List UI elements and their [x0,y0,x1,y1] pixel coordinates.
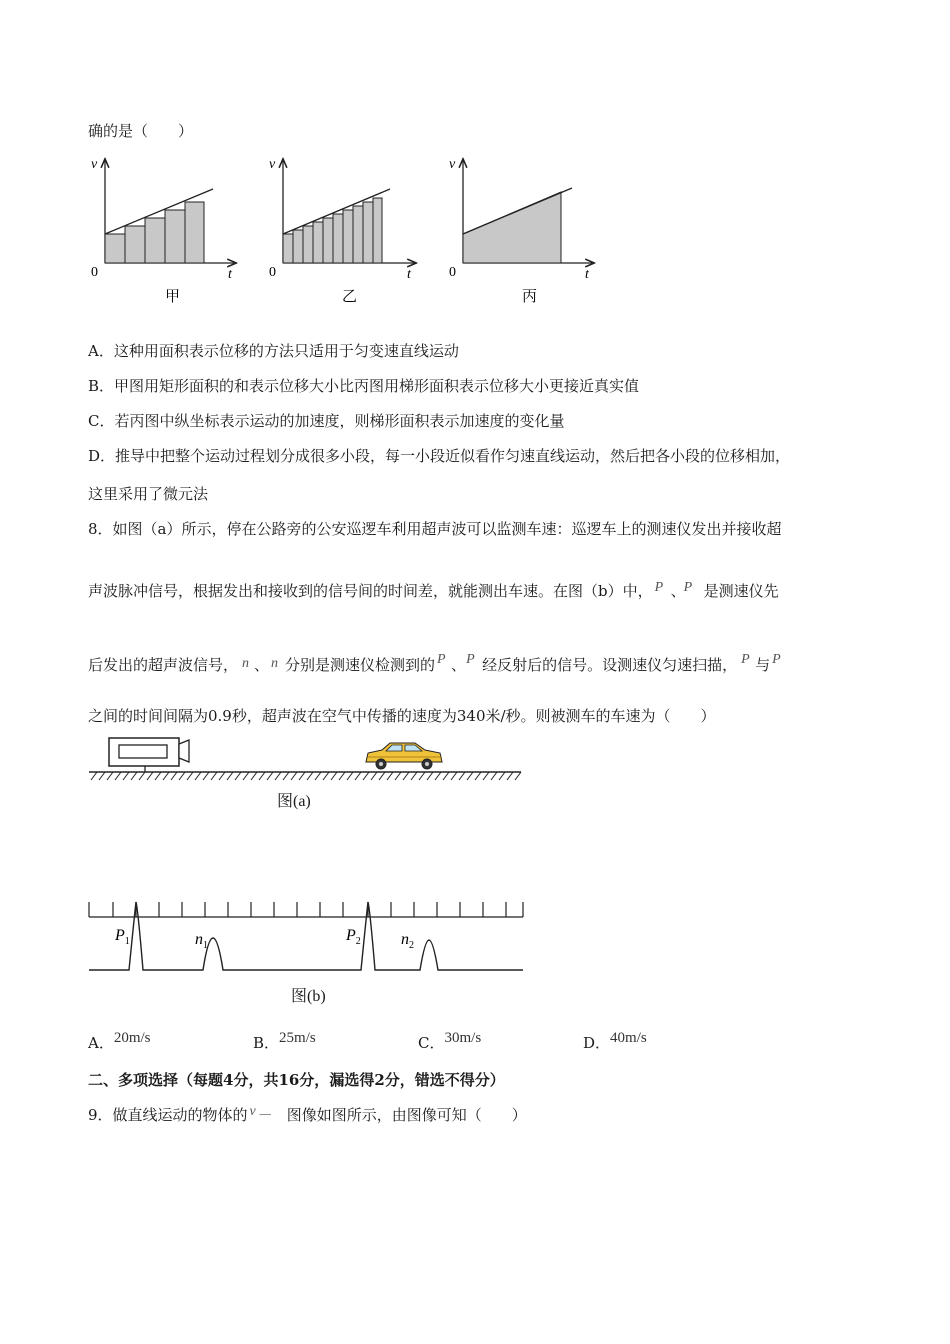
q8-option-c [418,1032,481,1053]
q8-line-2 [88,580,779,601]
q8-option-b [253,1032,316,1053]
option-label: D． [583,1034,611,1052]
symbol-p2: P [466,652,475,667]
symbol-n1: n [242,656,250,671]
scale-ticks [89,902,523,917]
graph-caption: 乙 [342,289,358,305]
q8-line-4: 之间的时间间隔为0.9秒，超声波在空气中传播的速度为340米/秒。则被测车的车速为（ ） [88,707,716,725]
option-value: 20m/s [113,1030,151,1046]
q8-option-a [88,1032,151,1053]
separator: 、 [451,656,467,674]
rect-bar [313,222,323,263]
q8-text: 声波脉冲信号，根据发出和接收到的信号间的时间差，就能测出车速。在图（b）中， [88,582,653,600]
figure-b-caption: 图(b) [291,988,326,1005]
option-d: D．推导中把整个运动过程划分成很多小段，每一小段近似看作匀速直线运动，然后把各小段的位移相加， [88,447,791,465]
q8-text: 是测速仪先 [703,582,779,600]
rect-bar [293,230,303,263]
rect-bar [353,206,363,263]
option-label: C． [418,1034,445,1052]
origin-label: 0 [91,265,98,280]
v-axis-label: v [449,157,456,172]
q8-option-d [583,1032,647,1053]
v-axis-label: v [91,157,98,172]
option-d-continued: 这里采用了微元法 [88,485,209,503]
symbol-p1: P [437,652,446,667]
option-a: A．这种用面积表示位移的方法只适用于匀变速直线运动 [88,342,459,360]
symbol-n2: n [271,656,279,671]
label-n2: $n_2$ [401,931,414,951]
rect-bar [105,234,125,263]
rect-bar [333,214,343,263]
t-axis-label: t [585,267,589,282]
rect-bar [323,218,333,263]
graph-yi [269,157,415,305]
graph-jia [91,157,235,305]
figure-a-caption: 图(a) [277,793,311,810]
q8-line-1: 8．如图（a）所示，停在公路旁的公安巡逻车利用超声波可以监测车速：巡逻车上的测速仪发出并接收超 [88,520,782,538]
label-p2: $P_2$ [346,927,361,947]
symbol-p2: P [683,580,693,595]
separator: 、 [670,582,686,600]
question-intro: 确的是（ ） [88,122,194,140]
q8-text: 经反射后的信号。设测速仪匀速扫描， [482,656,738,674]
label-n1: $n_1$ [195,931,208,951]
graph-bing [449,157,593,305]
q9-dash: － [257,1106,273,1124]
q8-text: 后发出的超声波信号， [88,656,239,674]
q9-text: 9．做直线运动的物体的 [88,1106,248,1124]
separator: 、 [254,656,270,674]
signal-trace [89,902,523,970]
option-value: 25m/s [279,1030,316,1046]
graph-caption: 甲 [165,289,181,305]
origin-label: 0 [269,265,276,280]
symbol-v: v [249,1104,256,1119]
label-p1: $P_1$ [115,927,130,947]
rect-bar [283,234,293,263]
option-label: B． [253,1034,280,1052]
rect-bar [303,226,313,263]
option-value: 40m/s [610,1030,647,1046]
symbol-p2: P [772,652,781,667]
origin-label: 0 [449,265,456,280]
option-value: 30m/s [444,1030,482,1046]
option-b: B．甲图用矩形面积的和表示位移大小比丙图用梯形面积表示位移大小更接近真实值 [88,377,640,395]
t-axis-label: t [407,267,411,282]
road-hatching [91,772,521,780]
vt-graphs-figure [85,148,605,308]
graph-caption: 丙 [522,289,538,305]
rect-bar [145,218,165,263]
speed-meter-device [109,738,189,772]
q8-text: 分别是测速仪检测到的 [285,656,436,674]
rect-bar [343,210,353,263]
q8-text: 与 [755,656,771,674]
option-label: A． [88,1034,114,1052]
section-heading: 二、多项选择（每题4分，共16分，漏选得2分，错选不得分） [88,1071,505,1089]
q9-line [88,1104,527,1125]
rect-bar [363,202,373,263]
rect-bar [373,198,382,263]
q8-line-3 [88,654,788,675]
q9-text: 图像如图所示，由图像可知（ ） [286,1106,527,1124]
symbol-p1: P [741,652,750,667]
t-axis-label: t [228,267,232,282]
rect-bar [125,226,145,263]
rect-bar [165,210,185,263]
symbol-p1: P [654,580,664,595]
v-axis-label: v [269,157,276,172]
rect-bar [185,202,204,263]
figure-b [85,890,530,980]
car-icon [366,743,442,769]
option-c: C．若丙图中纵坐标表示运动的加速度，则梯形面积表示加速度的变化量 [88,412,565,430]
